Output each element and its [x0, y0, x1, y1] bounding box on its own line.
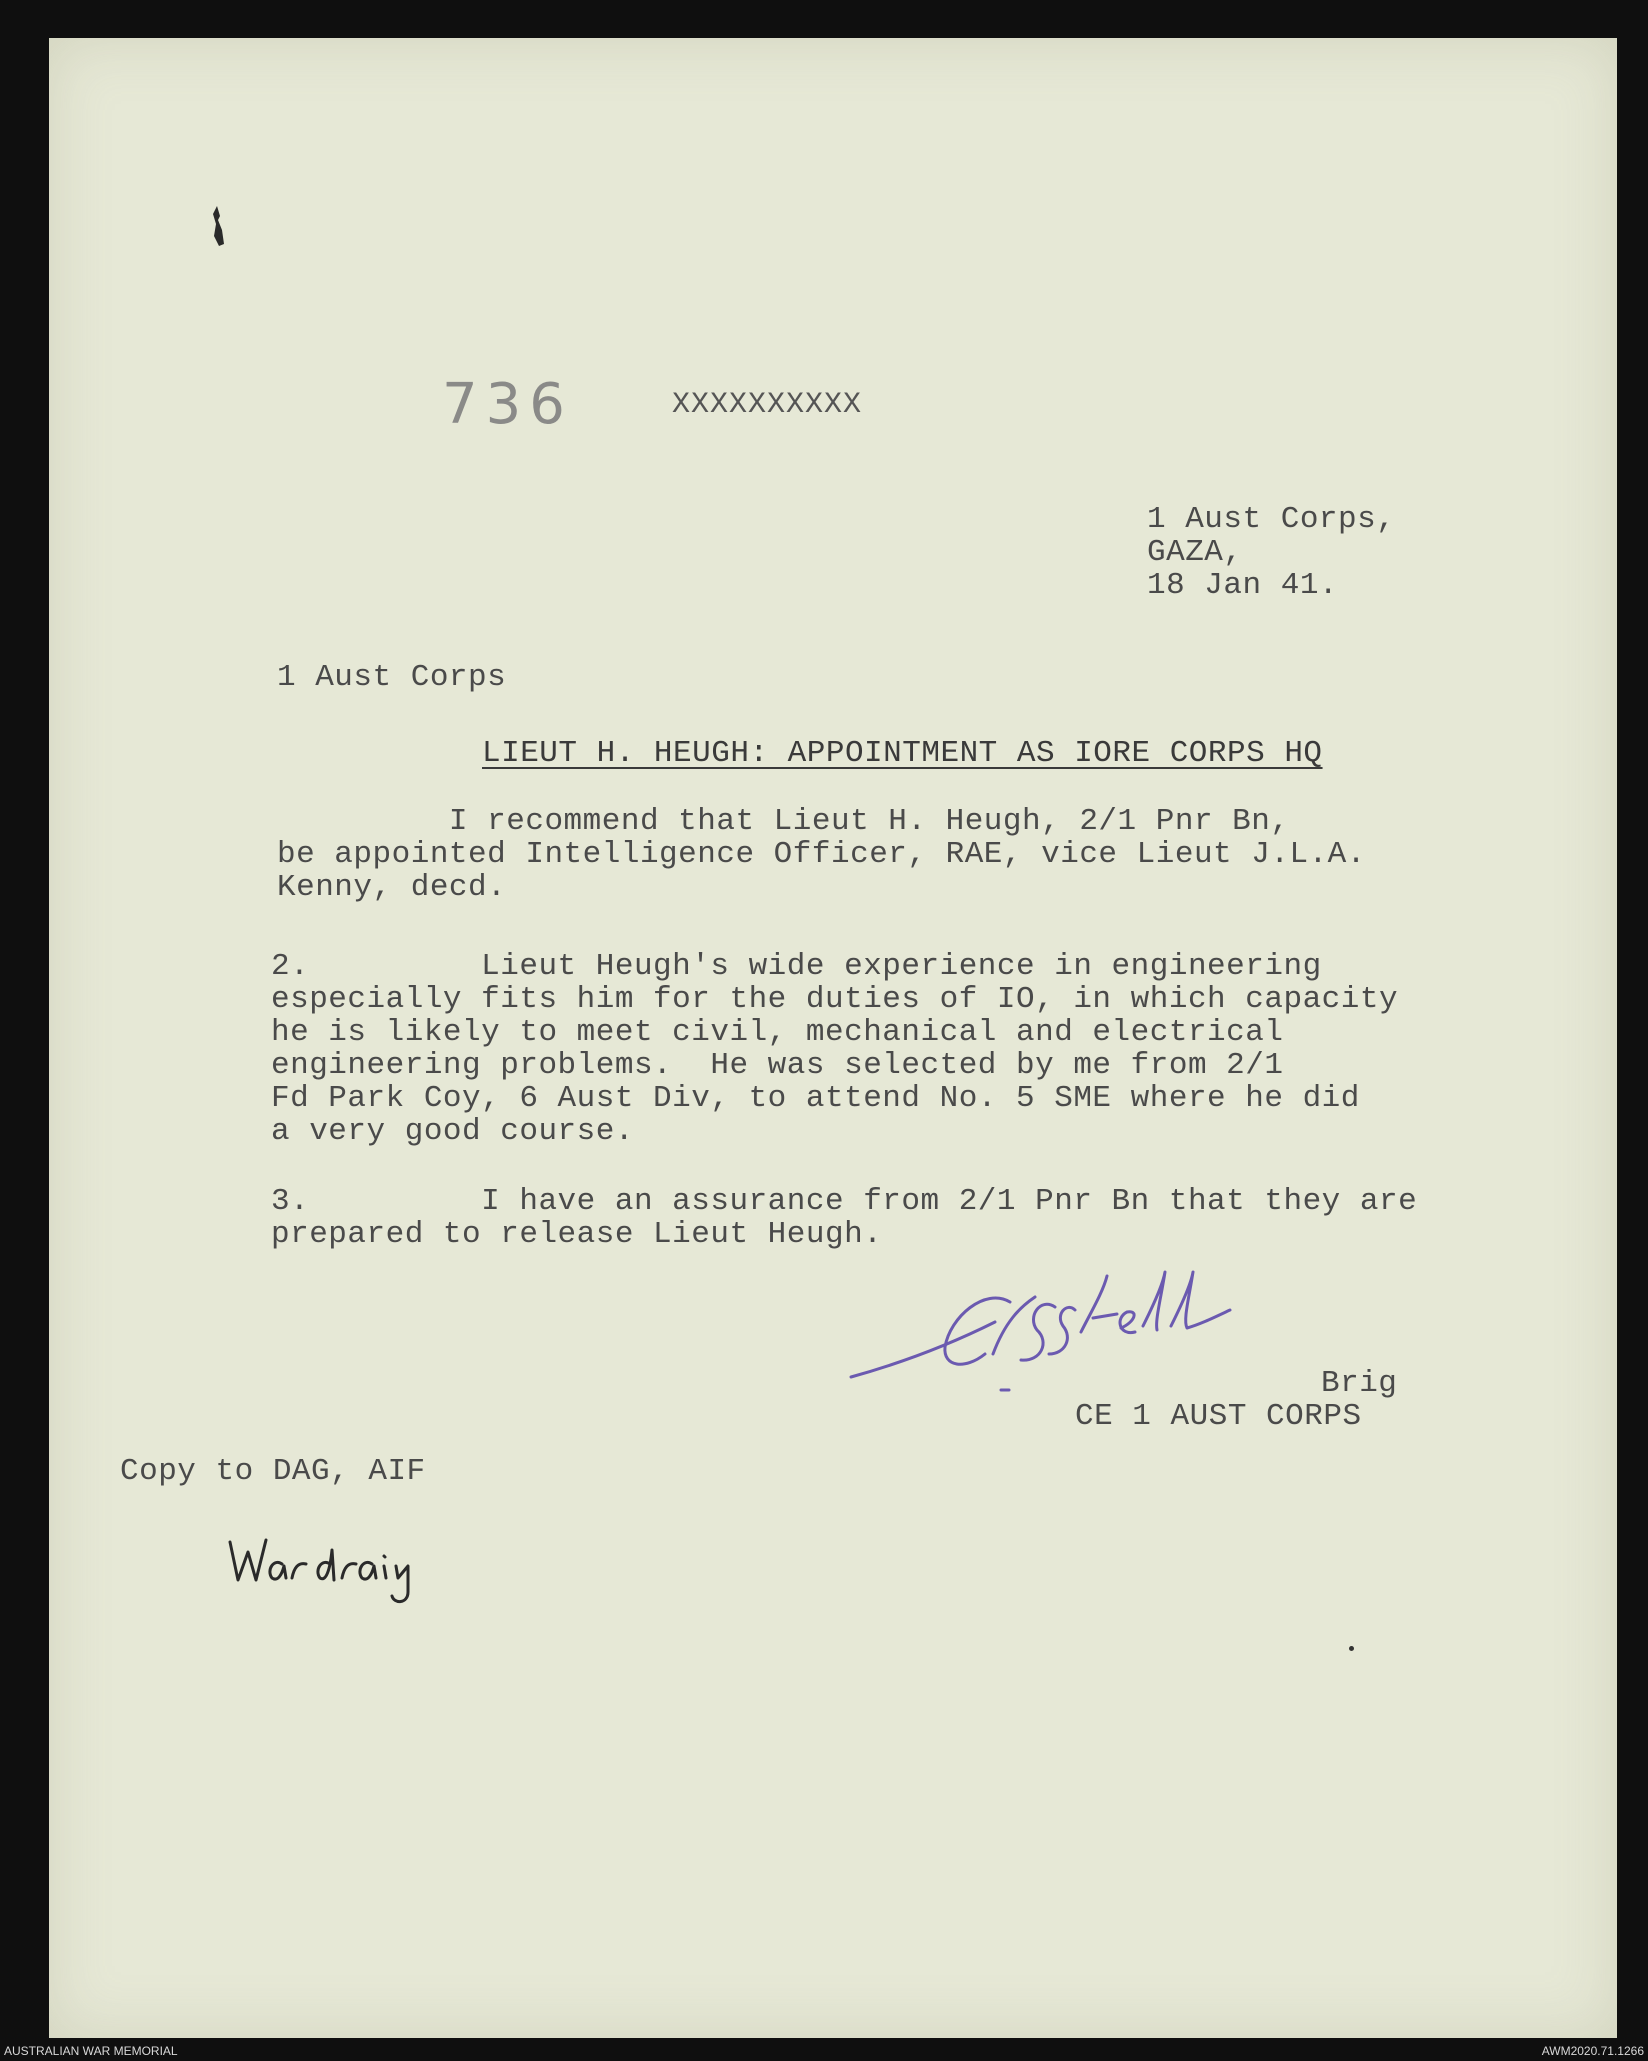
paragraph-line: be appointed Intelligence Officer, RAE, vice Lieut J.L.A.: [277, 837, 1366, 872]
footer-institution: AUSTRALIAN WAR MEMORIAL: [4, 2044, 178, 2058]
paragraph-line: he is likely to meet civil, mechanical and electrical: [271, 1015, 1284, 1050]
recipient: 1 Aust Corps: [277, 660, 507, 695]
paragraph-line: engineering problems. He was selected by me from 2/1: [271, 1048, 1284, 1083]
signature: [845, 1262, 1275, 1392]
document-reference-number: 736: [442, 372, 573, 437]
speck: [1349, 1646, 1354, 1651]
address-line-place: GAZA,: [1147, 535, 1243, 570]
paragraph-line: especially fits him for the duties of IO, in which capacity: [271, 982, 1399, 1017]
address-line-unit: 1 Aust Corps,: [1147, 502, 1396, 537]
paragraph-line: Fd Park Coy, 6 Aust Div, to attend No. 5 SME where he did: [271, 1081, 1360, 1116]
copy-to-line: Copy to DAG, AIF: [120, 1454, 426, 1489]
paragraph-line: Kenny, decd.: [277, 870, 507, 905]
struck-out-text: XXXXXXXXXX: [672, 388, 863, 422]
signatory-rank: Brig: [1321, 1366, 1398, 1401]
paragraph-line: 2. Lieut Heugh's wide experience in engineering: [271, 949, 1322, 984]
subject-line: LIEUT H. HEUGH: APPOINTMENT AS IORE CORPS HQ: [482, 736, 1323, 771]
paragraph-line: I recommend that Lieut H. Heugh, 2/1 Pnr Bn,: [277, 804, 1290, 839]
signatory-title: CE 1 AUST CORPS: [1075, 1399, 1362, 1434]
paragraph-line: prepared to release Lieut Heugh.: [271, 1217, 883, 1252]
handwritten-note-war-diary: [222, 1530, 502, 1610]
address-line-date: 18 Jan 41.: [1147, 568, 1339, 603]
footer-accession-number: AWM2020.71.1266: [1541, 2044, 1644, 2058]
punch-hole-mark: [211, 206, 225, 248]
paragraph-line: 3. I have an assurance from 2/1 Pnr Bn that they are: [271, 1184, 1418, 1219]
paragraph-line: a very good course.: [271, 1114, 634, 1149]
